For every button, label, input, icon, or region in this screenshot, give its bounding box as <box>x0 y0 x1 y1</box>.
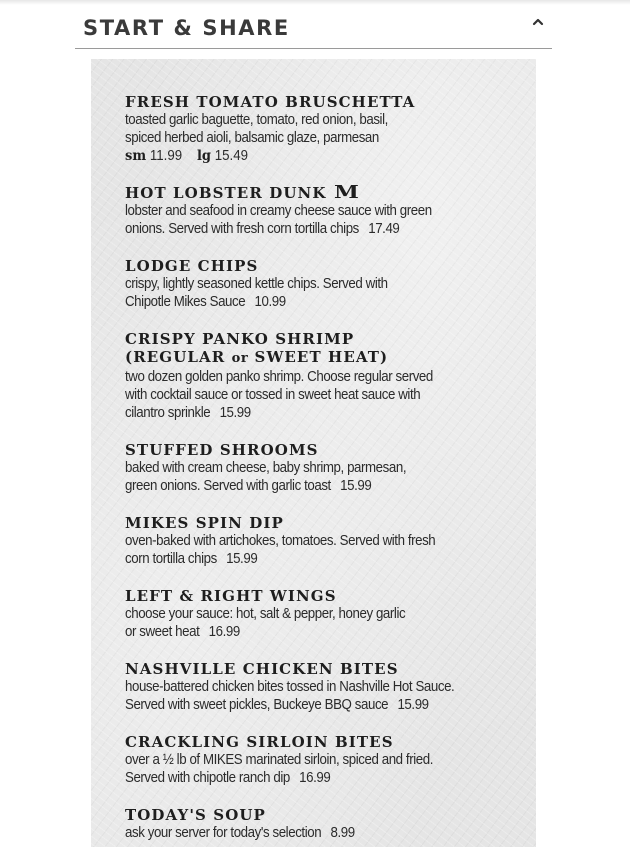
menu-item <box>125 660 525 714</box>
description-line: baked with cream cheese, baby shrimp, parmesan, <box>125 460 407 476</box>
top-shadow <box>0 0 630 5</box>
price: 17.49 <box>368 221 400 237</box>
description-text: green onions. Served with garlic toast <box>125 478 331 494</box>
description-line <box>125 550 525 568</box>
description-line <box>125 824 525 842</box>
item-name: STUFFED SHROOMS <box>125 441 319 459</box>
description-line: house-battered chicken bites tossed in Nashville Hot Sauce. <box>125 679 455 695</box>
price: 11.99 <box>149 148 183 164</box>
price: 15.99 <box>397 697 429 713</box>
item-description <box>125 678 525 714</box>
item-description <box>125 824 525 842</box>
item-name-line2 <box>125 348 525 368</box>
menu-card-image <box>91 59 536 847</box>
price: 16.99 <box>299 770 331 786</box>
description-text: ask your server for today's selection <box>125 825 322 841</box>
mikes-logo-icon: M <box>334 182 361 203</box>
item-description <box>125 459 525 495</box>
item-description <box>125 275 525 311</box>
size-label: sm <box>125 148 147 164</box>
description-text: Chipotle Mikes Sauce <box>125 294 246 310</box>
menu-item <box>125 93 525 165</box>
description-line: toasted garlic baguette, tomato, red onion, basil, <box>125 112 388 128</box>
item-name: CRISPY PANKO SHRIMP <box>125 330 355 348</box>
item-name: LEFT & RIGHT WINGS <box>125 587 337 605</box>
menu-item <box>125 330 525 422</box>
item-description <box>125 111 525 147</box>
description-line: oven-baked with artichokes, tomatoes. Served with fresh <box>125 533 436 549</box>
menu-item <box>125 514 525 568</box>
section-title: START & SHARE <box>83 16 290 40</box>
item-name <box>125 184 525 202</box>
menu-item <box>125 806 525 842</box>
description-text: Served with sweet pickles, Buckeye BBQ sauce <box>125 697 389 713</box>
price: 15.99 <box>219 405 251 421</box>
size-label: lg <box>196 148 212 164</box>
menu-item <box>125 184 525 238</box>
description-line: with cocktail sauce or tossed in sweet heat sauce with <box>125 387 421 403</box>
item-description <box>125 202 525 238</box>
name-part: (REGULAR <box>125 348 232 366</box>
item-name: LODGE CHIPS <box>125 257 259 275</box>
description-line <box>125 220 525 238</box>
description-line: lobster and seafood in creamy cheese sauce with green <box>125 203 432 219</box>
description-text: onions. Served with fresh corn tortilla chips <box>125 221 359 237</box>
menu-item <box>125 257 525 311</box>
description-line <box>125 293 525 311</box>
description-text: cilantro sprinkle <box>125 405 211 421</box>
description-line <box>125 696 525 714</box>
price: 16.99 <box>208 624 240 640</box>
section-header[interactable] <box>75 8 552 49</box>
description-line <box>125 404 525 422</box>
item-name: CRACKLING SIRLOIN BITES <box>125 733 394 751</box>
price: 10.99 <box>254 294 286 310</box>
description-line: crispy, lightly seasoned kettle chips. Served with <box>125 276 388 292</box>
name-part: or <box>231 351 249 366</box>
description-line <box>125 623 525 641</box>
menu-item <box>125 733 525 787</box>
name-part: SWEET HEAT) <box>248 348 389 366</box>
item-name: NASHVILLE CHICKEN BITES <box>125 660 399 678</box>
item-description <box>125 751 525 787</box>
price: 8.99 <box>330 825 355 841</box>
menu-item <box>125 441 525 495</box>
price: 15.99 <box>340 478 372 494</box>
item-description <box>125 605 525 641</box>
description-line <box>125 477 525 495</box>
description-line: over a ½ lb of MIKES marinated sirloin, spiced and fried. <box>125 752 433 768</box>
menu-item <box>125 587 525 641</box>
item-description <box>125 368 525 422</box>
item-name-text: HOT LOBSTER DUNK <box>125 184 327 202</box>
description-line: choose your sauce: hot, salt & pepper, honey garlic <box>125 606 406 622</box>
item-name: MIKES SPIN DIP <box>125 514 284 532</box>
item-name: TODAY'S SOUP <box>125 806 266 824</box>
price: 15.99 <box>226 551 258 567</box>
item-name: FRESH TOMATO BRUSCHETTA <box>125 93 416 111</box>
price: 15.49 <box>214 148 248 164</box>
description-text: Served with chipotle ranch dip <box>125 770 290 786</box>
description-line: spiced herbed aioli, balsamic glaze, parmesan <box>125 130 379 146</box>
description-text: or sweet heat <box>125 624 200 640</box>
size-prices <box>125 147 497 165</box>
description-text: corn tortilla chips <box>125 551 217 567</box>
chevron-up-icon[interactable] <box>530 14 546 30</box>
item-description <box>125 532 525 568</box>
description-line: two dozen golden panko shrimp. Choose regular served <box>125 369 433 385</box>
description-line <box>125 769 525 787</box>
